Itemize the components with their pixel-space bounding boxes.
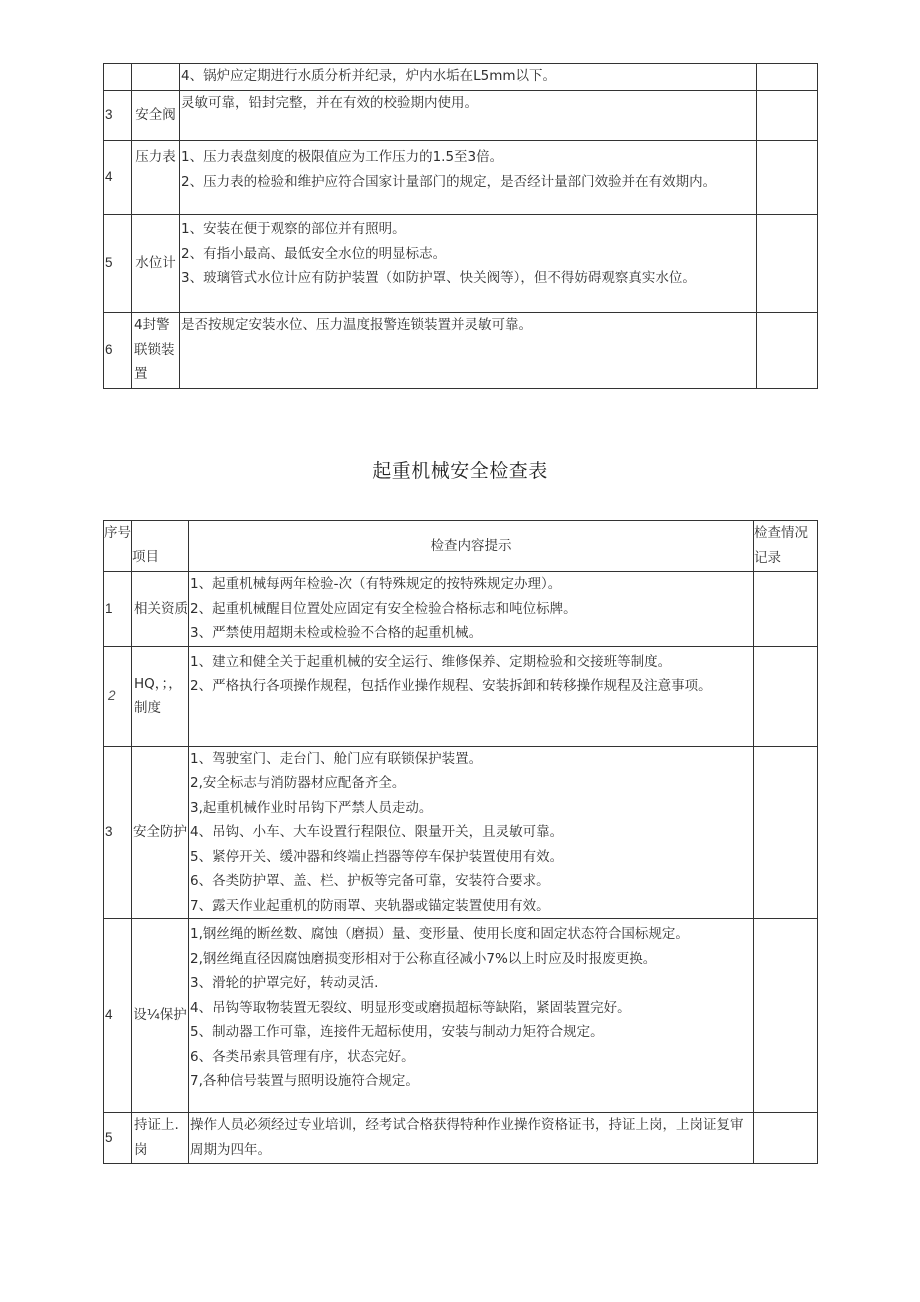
record-cell: [754, 572, 818, 647]
content-line: 6、各类防护罩、盖、栏、护板等完备可靠，安装符合要求。: [190, 873, 550, 889]
header-item: 项目: [132, 521, 189, 572]
content-line: 灵敏可靠，铅封完整，并在有效的校验期内使用。: [181, 95, 478, 111]
boiler-check-table: [103, 63, 818, 389]
table-row: [104, 1113, 818, 1164]
content-line: 1,钢丝绳的断丝数、腐蚀（磨损）量、变形量、使用长度和固定状态符合国标规定。: [190, 926, 689, 942]
row-content: [189, 572, 754, 647]
row-item: 相关资质: [132, 572, 189, 647]
row-content: [180, 215, 757, 313]
record-cell: [757, 64, 818, 91]
content-line: 5、紧停开关、缓冲器和终端止挡器等停车保护装置使用有效。: [190, 848, 564, 865]
content-line: 是否按规定安装水位、压力温度报警连锁装置并灵敏可靠。: [181, 317, 532, 333]
table-row: [104, 646, 818, 746]
content-line: 4、吊钩等取物装置无裂纹、明显形变或磨损超标等缺陷，紧固装置完好。: [190, 999, 631, 1016]
content-line: 3、严禁使用超期未检或检验不合格的起重机械。: [190, 625, 483, 641]
content-line: 5、制动器工作可靠，连接件无超标使用，安装与制动力矩符合规定。: [190, 1024, 604, 1040]
table-row: [104, 746, 818, 919]
row-number: 1: [104, 572, 132, 647]
record-cell: [754, 746, 818, 919]
row-number: 5: [104, 1113, 132, 1164]
content-line: 4、吊钩、小车、大车设置行程限位、限量开关，且灵敏可靠。: [190, 824, 564, 840]
content-line: 4、锅炉应定期进行水质分析并纪录，炉内水垢在L5mm以下。: [181, 68, 556, 84]
content-line: 1、起重机械每两年检验-次（有特殊规定的按特殊规定办理）。: [190, 576, 562, 592]
content-line: 7,各种信号装置与照明设施符合规定。: [190, 1073, 419, 1089]
content-line: 1、压力表盘刻度的极限值应为工作压力的1.5至3倍。: [181, 149, 504, 165]
content-line: 2、严格执行各项操作规程，包括作业操作规程、安装拆卸和转移操作规程及注意事项。: [190, 678, 712, 694]
header-content: 检查内容提示: [189, 521, 754, 572]
record-cell: [754, 1113, 818, 1164]
row-number: 2: [104, 646, 132, 746]
row-item: 压力表: [132, 141, 180, 215]
row-number: [104, 64, 132, 91]
row-content: [189, 919, 754, 1113]
row-number: 6: [104, 313, 132, 389]
record-cell: [757, 215, 818, 313]
record-cell: [757, 141, 818, 215]
row-content: [189, 746, 754, 919]
header-record: 检查情况记录: [754, 521, 818, 572]
table-row: [104, 91, 818, 141]
row-content: [189, 1113, 754, 1164]
content-line: 2,安全标志与消防器材应配备齐全。: [190, 775, 406, 791]
table-row: [104, 141, 818, 215]
content-line: 1、建立和健全关于起重机械的安全运行、维修保养、定期检验和交接班等制度。: [190, 653, 672, 670]
row-item: 安全防护: [132, 746, 189, 919]
row-item: HQ，；，制度: [132, 646, 189, 746]
content-line: 2、有指小最高、最低安全水位的明显标志。: [181, 245, 447, 262]
row-item: 安全阀: [132, 91, 180, 141]
table-row: [104, 919, 818, 1113]
row-number: 5: [104, 215, 132, 313]
table-row: [104, 572, 818, 647]
record-cell: [754, 646, 818, 746]
content-line: 6、各类吊索具管理有序，状态完好。: [190, 1048, 415, 1065]
row-content: [180, 64, 757, 91]
record-cell: [757, 313, 818, 389]
table-row: [104, 64, 818, 91]
row-item: 水位计: [132, 215, 180, 313]
row-item: [132, 64, 180, 91]
content-line: 2、起重机械醒目位置处应固定有安全检验合格标志和吨位标牌。: [190, 600, 577, 617]
record-cell: [754, 919, 818, 1113]
row-number: 3: [104, 91, 132, 141]
table-row: [104, 215, 818, 313]
row-number: 4: [104, 141, 132, 215]
content-line: 3、滑轮的护罩完好，转动灵活.: [190, 975, 379, 991]
row-item: 持证上.岗: [132, 1113, 189, 1164]
content-line: 操作人员必须经过专业培训，经考试合格获得特种作业操作资格证书，持证上岗，上岗证复审周期为四年。: [190, 1117, 744, 1158]
record-cell: [757, 91, 818, 141]
table-row: [104, 313, 818, 389]
content-line: 2,钢丝绳直径因腐蚀磨损变形相对于公称直径减小7%以上时应及时报废更换。: [190, 950, 657, 967]
content-line: 1、驾驶室门、走台门、舱门应有联锁保护装置。: [190, 750, 483, 767]
row-number: 4: [104, 919, 132, 1113]
row-content: [180, 91, 757, 141]
header-row: [104, 521, 818, 572]
content-line: 1、安装在便于观察的部位并有照明。: [181, 221, 406, 237]
row-item: 设¼保护: [132, 919, 189, 1113]
header-number: 序号: [104, 521, 132, 572]
row-content: [180, 141, 757, 215]
row-item: 4封警联锁装置: [132, 313, 180, 389]
row-content: [189, 646, 754, 746]
content-line: 2、压力表的检验和维护应符合国家计量部门的规定，是否经计量部门效验并在有效期内。: [181, 173, 717, 190]
content-line: 3、玻璃管式水位计应有防护装置（如防护罩、快关阀等），但不得妨碍观察真实水位。: [181, 270, 696, 286]
crane-check-table: [103, 520, 818, 1164]
row-content: [180, 313, 757, 389]
row-number: 3: [104, 746, 132, 919]
section-title: 起重机械安全检查表: [372, 460, 548, 482]
content-line: 3,起重机械作业时吊钩下严禁人员走动。: [190, 799, 433, 816]
content-line: 7、露天作业起重机的防雨罩、夹轨器或锚定装置使用有效。: [190, 897, 550, 914]
